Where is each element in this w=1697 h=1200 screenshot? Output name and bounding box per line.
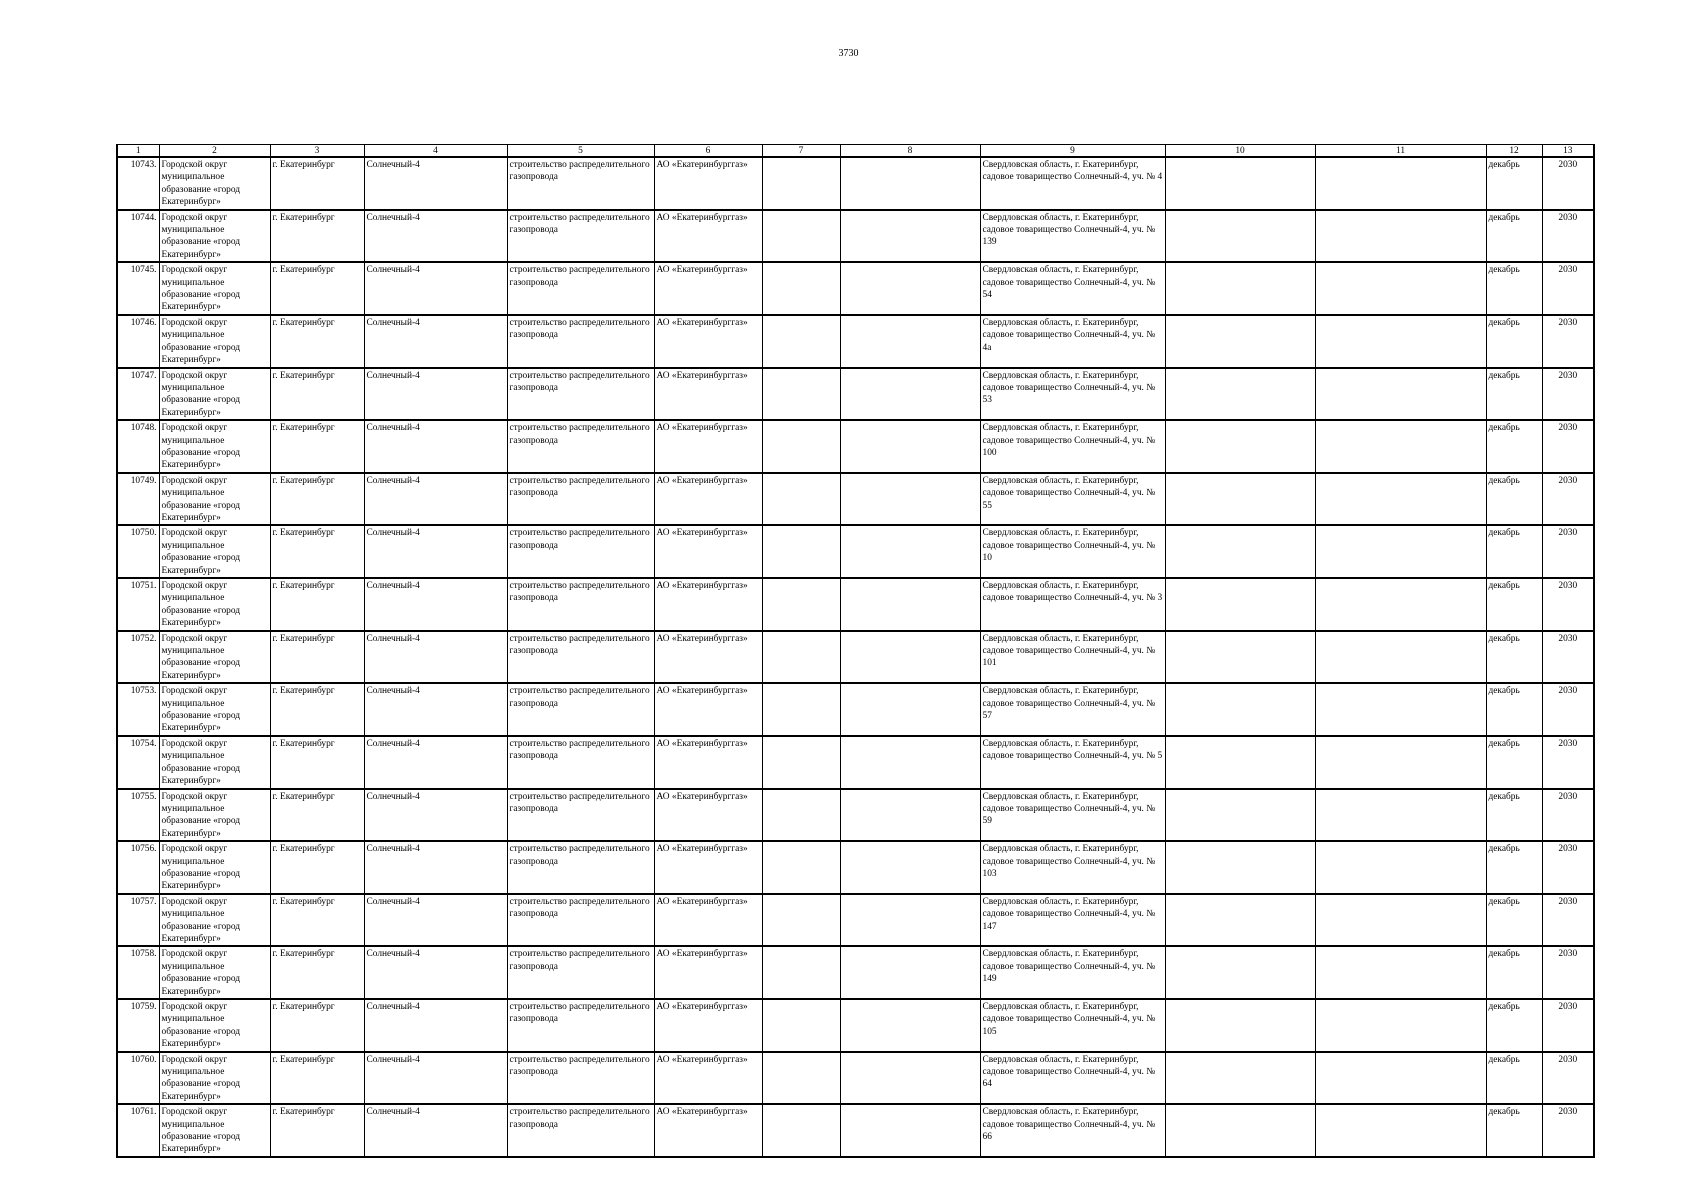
work-type-cell: строительство распределительного газопровода — [507, 157, 654, 210]
city-cell: г. Екатеринбург — [270, 157, 364, 210]
object-cell: Солнечный-4 — [364, 789, 507, 842]
column-header-1: 1 — [117, 145, 159, 158]
address-cell: Свердловская область, г. Екатеринбург, садовое товарищество Солнечный-4, уч. № 147 — [980, 894, 1165, 947]
work-type-cell: строительство распределительного газопровода — [507, 262, 654, 315]
city-cell: г. Екатеринбург — [270, 1052, 364, 1105]
column-8-cell — [840, 1052, 980, 1105]
year-cell: 2030 — [1542, 262, 1594, 315]
month-cell: декабрь — [1486, 262, 1542, 315]
organization-cell: АО «Екатеринбурггаз» — [654, 736, 762, 789]
year-cell: 2030 — [1542, 1052, 1594, 1105]
column-8-cell — [840, 157, 980, 210]
object-cell: Солнечный-4 — [364, 1104, 507, 1157]
column-header-6: 6 — [654, 145, 762, 158]
address-cell: Свердловская область, г. Екатеринбург, садовое товарищество Солнечный-4, уч. № 64 — [980, 1052, 1165, 1105]
city-cell: г. Екатеринбург — [270, 368, 364, 421]
year-cell: 2030 — [1542, 736, 1594, 789]
column-10-cell — [1165, 420, 1315, 473]
object-cell: Солнечный-4 — [364, 736, 507, 789]
year-cell: 2030 — [1542, 894, 1594, 947]
month-cell: декабрь — [1486, 631, 1542, 684]
district-cell: Городской округ муниципальное образование «город Екатеринбург» — [159, 1052, 270, 1105]
column-7-cell — [762, 473, 840, 526]
column-header-13: 13 — [1542, 145, 1594, 158]
row-number: 10747. — [117, 368, 159, 421]
city-cell: г. Екатеринбург — [270, 473, 364, 526]
table-row — [117, 157, 1594, 210]
object-cell: Солнечный-4 — [364, 999, 507, 1052]
object-cell: Солнечный-4 — [364, 946, 507, 999]
column-header-3: 3 — [270, 145, 364, 158]
month-cell: декабрь — [1486, 946, 1542, 999]
district-cell: Городской округ муниципальное образование «город Екатеринбург» — [159, 894, 270, 947]
column-7-cell — [762, 1052, 840, 1105]
month-cell: декабрь — [1486, 525, 1542, 578]
column-7-cell — [762, 841, 840, 894]
address-cell: Свердловская область, г. Екатеринбург, садовое товарищество Солнечный-4, уч. № 100 — [980, 420, 1165, 473]
organization-cell: АО «Екатеринбурггаз» — [654, 631, 762, 684]
row-number: 10761. — [117, 1104, 159, 1157]
city-cell: г. Екатеринбург — [270, 210, 364, 263]
column-10-cell — [1165, 999, 1315, 1052]
table-body — [117, 157, 1594, 1157]
address-cell: Свердловская область, г. Екатеринбург, садовое товарищество Солнечный-4, уч. № 101 — [980, 631, 1165, 684]
column-7-cell — [762, 736, 840, 789]
year-cell: 2030 — [1542, 999, 1594, 1052]
column-10-cell — [1165, 315, 1315, 368]
year-cell: 2030 — [1542, 1104, 1594, 1157]
work-type-cell: строительство распределительного газопровода — [507, 473, 654, 526]
column-8-cell — [840, 578, 980, 631]
column-11-cell — [1315, 525, 1486, 578]
column-8-cell — [840, 315, 980, 368]
column-8-cell — [840, 420, 980, 473]
address-cell: Свердловская область, г. Екатеринбург, садовое товарищество Солнечный-4, уч. № 66 — [980, 1104, 1165, 1157]
work-type-cell: строительство распределительного газопровода — [507, 1052, 654, 1105]
object-cell: Солнечный-4 — [364, 210, 507, 263]
city-cell: г. Екатеринбург — [270, 736, 364, 789]
table-row — [117, 262, 1594, 315]
column-header-11: 11 — [1315, 145, 1486, 158]
organization-cell: АО «Екатеринбурггаз» — [654, 157, 762, 210]
table-row — [117, 1052, 1594, 1105]
column-8-cell — [840, 210, 980, 263]
row-number: 10750. — [117, 525, 159, 578]
address-cell: Свердловская область, г. Екатеринбург, садовое товарищество Солнечный-4, уч. № 5 — [980, 736, 1165, 789]
city-cell: г. Екатеринбург — [270, 946, 364, 999]
column-11-cell — [1315, 683, 1486, 736]
column-10-cell — [1165, 210, 1315, 263]
table-row — [117, 736, 1594, 789]
table-row — [117, 420, 1594, 473]
column-10-cell — [1165, 262, 1315, 315]
column-8-cell — [840, 262, 980, 315]
object-cell: Солнечный-4 — [364, 631, 507, 684]
year-cell: 2030 — [1542, 420, 1594, 473]
year-cell: 2030 — [1542, 525, 1594, 578]
work-type-cell: строительство распределительного газопровода — [507, 315, 654, 368]
column-7-cell — [762, 683, 840, 736]
work-type-cell: строительство распределительного газопровода — [507, 525, 654, 578]
column-header-12: 12 — [1486, 145, 1542, 158]
column-7-cell — [762, 420, 840, 473]
column-8-cell — [840, 631, 980, 684]
page-number: 3730 — [838, 48, 859, 59]
district-cell: Городской округ муниципальное образование «город Екатеринбург» — [159, 210, 270, 263]
row-number: 10745. — [117, 262, 159, 315]
column-10-cell — [1165, 157, 1315, 210]
work-type-cell: строительство распределительного газопровода — [507, 894, 654, 947]
organization-cell: АО «Екатеринбурггаз» — [654, 841, 762, 894]
table-row — [117, 683, 1594, 736]
column-10-cell — [1165, 736, 1315, 789]
column-10-cell — [1165, 1052, 1315, 1105]
month-cell: декабрь — [1486, 578, 1542, 631]
work-type-cell: строительство распределительного газопровода — [507, 578, 654, 631]
year-cell: 2030 — [1542, 473, 1594, 526]
table-row — [117, 841, 1594, 894]
table-row — [117, 315, 1594, 368]
organization-cell: АО «Екатеринбурггаз» — [654, 789, 762, 842]
row-number: 10752. — [117, 631, 159, 684]
object-cell: Солнечный-4 — [364, 1052, 507, 1105]
work-type-cell: строительство распределительного газопровода — [507, 1104, 654, 1157]
row-number: 10746. — [117, 315, 159, 368]
month-cell: декабрь — [1486, 315, 1542, 368]
month-cell: декабрь — [1486, 1104, 1542, 1157]
table-row — [117, 368, 1594, 421]
object-cell: Солнечный-4 — [364, 262, 507, 315]
table-row — [117, 946, 1594, 999]
city-cell: г. Екатеринбург — [270, 999, 364, 1052]
organization-cell: АО «Екатеринбурггаз» — [654, 946, 762, 999]
object-cell: Солнечный-4 — [364, 368, 507, 421]
work-type-cell: строительство распределительного газопровода — [507, 736, 654, 789]
year-cell: 2030 — [1542, 683, 1594, 736]
column-7-cell — [762, 1104, 840, 1157]
column-10-cell — [1165, 1104, 1315, 1157]
year-cell: 2030 — [1542, 368, 1594, 421]
address-cell: Свердловская область, г. Екатеринбург, садовое товарищество Солнечный-4, уч. № 54 — [980, 262, 1165, 315]
column-7-cell — [762, 368, 840, 421]
organization-cell: АО «Екатеринбурггаз» — [654, 315, 762, 368]
organization-cell: АО «Екатеринбурггаз» — [654, 525, 762, 578]
column-number-header-row — [117, 145, 1594, 158]
work-type-cell: строительство распределительного газопровода — [507, 631, 654, 684]
organization-cell: АО «Екатеринбурггаз» — [654, 1104, 762, 1157]
row-number: 10755. — [117, 789, 159, 842]
district-cell: Городской округ муниципальное образование «город Екатеринбург» — [159, 578, 270, 631]
work-type-cell: строительство распределительного газопровода — [507, 368, 654, 421]
column-8-cell — [840, 368, 980, 421]
column-header-7: 7 — [762, 145, 840, 158]
row-number: 10754. — [117, 736, 159, 789]
district-cell: Городской округ муниципальное образование «город Екатеринбург» — [159, 631, 270, 684]
work-type-cell: строительство распределительного газопровода — [507, 841, 654, 894]
organization-cell: АО «Екатеринбурггаз» — [654, 683, 762, 736]
column-header-2: 2 — [159, 145, 270, 158]
district-cell: Городской округ муниципальное образование «город Екатеринбург» — [159, 683, 270, 736]
city-cell: г. Екатеринбург — [270, 841, 364, 894]
address-cell: Свердловская область, г. Екатеринбург, садовое товарищество Солнечный-4, уч. № 149 — [980, 946, 1165, 999]
column-11-cell — [1315, 473, 1486, 526]
month-cell: декабрь — [1486, 368, 1542, 421]
year-cell: 2030 — [1542, 631, 1594, 684]
column-11-cell — [1315, 210, 1486, 263]
month-cell: декабрь — [1486, 894, 1542, 947]
column-10-cell — [1165, 946, 1315, 999]
address-cell: Свердловская область, г. Екатеринбург, садовое товарищество Солнечный-4, уч. № 59 — [980, 789, 1165, 842]
year-cell: 2030 — [1542, 210, 1594, 263]
column-8-cell — [840, 473, 980, 526]
row-number: 10751. — [117, 578, 159, 631]
work-type-cell: строительство распределительного газопровода — [507, 789, 654, 842]
object-cell: Солнечный-4 — [364, 841, 507, 894]
organization-cell: АО «Екатеринбурггаз» — [654, 578, 762, 631]
city-cell: г. Екатеринбург — [270, 683, 364, 736]
city-cell: г. Екатеринбург — [270, 578, 364, 631]
column-11-cell — [1315, 420, 1486, 473]
column-8-cell — [840, 894, 980, 947]
column-7-cell — [762, 315, 840, 368]
row-number: 10744. — [117, 210, 159, 263]
column-11-cell — [1315, 841, 1486, 894]
month-cell: декабрь — [1486, 999, 1542, 1052]
table-row — [117, 631, 1594, 684]
column-10-cell — [1165, 525, 1315, 578]
column-10-cell — [1165, 368, 1315, 421]
row-number: 10748. — [117, 420, 159, 473]
row-number: 10749. — [117, 473, 159, 526]
object-cell: Солнечный-4 — [364, 473, 507, 526]
column-7-cell — [762, 894, 840, 947]
column-11-cell — [1315, 736, 1486, 789]
column-11-cell — [1315, 946, 1486, 999]
object-cell: Солнечный-4 — [364, 315, 507, 368]
city-cell: г. Екатеринбург — [270, 525, 364, 578]
month-cell: декабрь — [1486, 736, 1542, 789]
month-cell: декабрь — [1486, 473, 1542, 526]
district-cell: Городской округ муниципальное образование «город Екатеринбург» — [159, 368, 270, 421]
table-row — [117, 999, 1594, 1052]
city-cell: г. Екатеринбург — [270, 420, 364, 473]
row-number: 10743. — [117, 157, 159, 210]
column-11-cell — [1315, 1104, 1486, 1157]
district-cell: Городской округ муниципальное образование «город Екатеринбург» — [159, 999, 270, 1052]
column-11-cell — [1315, 999, 1486, 1052]
column-11-cell — [1315, 315, 1486, 368]
district-cell: Городской округ муниципальное образование «город Екатеринбург» — [159, 473, 270, 526]
column-11-cell — [1315, 262, 1486, 315]
column-11-cell — [1315, 894, 1486, 947]
city-cell: г. Екатеринбург — [270, 262, 364, 315]
month-cell: декабрь — [1486, 841, 1542, 894]
column-8-cell — [840, 789, 980, 842]
address-cell: Свердловская область, г. Екатеринбург, садовое товарищество Солнечный-4, уч. № 57 — [980, 683, 1165, 736]
city-cell: г. Екатеринбург — [270, 315, 364, 368]
year-cell: 2030 — [1542, 157, 1594, 210]
district-cell: Городской округ муниципальное образование «город Екатеринбург» — [159, 789, 270, 842]
organization-cell: АО «Екатеринбурггаз» — [654, 473, 762, 526]
year-cell: 2030 — [1542, 946, 1594, 999]
organization-cell: АО «Екатеринбурггаз» — [654, 368, 762, 421]
column-8-cell — [840, 736, 980, 789]
object-cell: Солнечный-4 — [364, 157, 507, 210]
district-cell: Городской округ муниципальное образование «город Екатеринбург» — [159, 1104, 270, 1157]
organization-cell: АО «Екатеринбурггаз» — [654, 894, 762, 947]
row-number: 10757. — [117, 894, 159, 947]
column-10-cell — [1165, 631, 1315, 684]
table-row — [117, 789, 1594, 842]
work-type-cell: строительство распределительного газопровода — [507, 210, 654, 263]
column-10-cell — [1165, 473, 1315, 526]
column-10-cell — [1165, 578, 1315, 631]
city-cell: г. Екатеринбург — [270, 1104, 364, 1157]
address-cell: Свердловская область, г. Екатеринбург, садовое товарищество Солнечный-4, уч. № 105 — [980, 999, 1165, 1052]
column-header-4: 4 — [364, 145, 507, 158]
column-7-cell — [762, 999, 840, 1052]
column-header-10: 10 — [1165, 145, 1315, 158]
column-7-cell — [762, 262, 840, 315]
district-cell: Городской округ муниципальное образование «город Екатеринбург» — [159, 841, 270, 894]
address-cell: Свердловская область, г. Екатеринбург, садовое товарищество Солнечный-4, уч. № 103 — [980, 841, 1165, 894]
address-cell: Свердловская область, г. Екатеринбург, садовое товарищество Солнечный-4, уч. № 10 — [980, 525, 1165, 578]
organization-cell: АО «Екатеринбурггаз» — [654, 210, 762, 263]
column-11-cell — [1315, 631, 1486, 684]
district-cell: Городской округ муниципальное образование «город Екатеринбург» — [159, 157, 270, 210]
column-7-cell — [762, 578, 840, 631]
column-10-cell — [1165, 683, 1315, 736]
address-cell: Свердловская область, г. Екатеринбург, садовое товарищество Солнечный-4, уч. № 53 — [980, 368, 1165, 421]
district-cell: Городской округ муниципальное образование «город Екатеринбург» — [159, 525, 270, 578]
column-7-cell — [762, 946, 840, 999]
column-7-cell — [762, 789, 840, 842]
city-cell: г. Екатеринбург — [270, 631, 364, 684]
column-8-cell — [840, 946, 980, 999]
column-11-cell — [1315, 578, 1486, 631]
month-cell: декабрь — [1486, 157, 1542, 210]
address-cell: Свердловская область, г. Екатеринбург, садовое товарищество Солнечный-4, уч. № 4 — [980, 157, 1165, 210]
work-type-cell: строительство распределительного газопровода — [507, 999, 654, 1052]
column-header-5: 5 — [507, 145, 654, 158]
district-cell: Городской округ муниципальное образование «город Екатеринбург» — [159, 946, 270, 999]
object-cell: Солнечный-4 — [364, 420, 507, 473]
table-row — [117, 525, 1594, 578]
column-8-cell — [840, 525, 980, 578]
year-cell: 2030 — [1542, 315, 1594, 368]
address-cell: Свердловская область, г. Екатеринбург, садовое товарищество Солнечный-4, уч. № 139 — [980, 210, 1165, 263]
month-cell: декабрь — [1486, 789, 1542, 842]
column-7-cell — [762, 631, 840, 684]
column-7-cell — [762, 525, 840, 578]
organization-cell: АО «Екатеринбурггаз» — [654, 420, 762, 473]
address-cell: Свердловская область, г. Екатеринбург, садовое товарищество Солнечный-4, уч. № 4а — [980, 315, 1165, 368]
district-cell: Городской округ муниципальное образование «город Екатеринбург» — [159, 262, 270, 315]
organization-cell: АО «Екатеринбурггаз» — [654, 999, 762, 1052]
city-cell: г. Екатеринбург — [270, 789, 364, 842]
year-cell: 2030 — [1542, 578, 1594, 631]
district-cell: Городской округ муниципальное образование «город Екатеринбург» — [159, 315, 270, 368]
work-type-cell: строительство распределительного газопровода — [507, 420, 654, 473]
table-row — [117, 473, 1594, 526]
column-11-cell — [1315, 368, 1486, 421]
year-cell: 2030 — [1542, 789, 1594, 842]
row-number: 10753. — [117, 683, 159, 736]
table-row — [117, 578, 1594, 631]
column-8-cell — [840, 999, 980, 1052]
district-cell: Городской округ муниципальное образование «город Екатеринбург» — [159, 736, 270, 789]
month-cell: декабрь — [1486, 1052, 1542, 1105]
table-row — [117, 210, 1594, 263]
table-row — [117, 894, 1594, 947]
table-row — [117, 1104, 1594, 1157]
city-cell: г. Екатеринбург — [270, 894, 364, 947]
object-cell: Солнечный-4 — [364, 525, 507, 578]
column-7-cell — [762, 210, 840, 263]
organization-cell: АО «Екатеринбурггаз» — [654, 1052, 762, 1105]
month-cell: декабрь — [1486, 683, 1542, 736]
district-cell: Городской округ муниципальное образование «город Екатеринбург» — [159, 420, 270, 473]
column-8-cell — [840, 841, 980, 894]
object-cell: Солнечный-4 — [364, 894, 507, 947]
column-10-cell — [1165, 894, 1315, 947]
year-cell: 2030 — [1542, 841, 1594, 894]
row-number: 10760. — [117, 1052, 159, 1105]
row-number: 10759. — [117, 999, 159, 1052]
address-cell: Свердловская область, г. Екатеринбург, садовое товарищество Солнечный-4, уч. № 55 — [980, 473, 1165, 526]
object-cell: Солнечный-4 — [364, 578, 507, 631]
column-11-cell — [1315, 789, 1486, 842]
column-8-cell — [840, 683, 980, 736]
organization-cell: АО «Екатеринбурггаз» — [654, 262, 762, 315]
column-7-cell — [762, 157, 840, 210]
column-8-cell — [840, 1104, 980, 1157]
month-cell: декабрь — [1486, 210, 1542, 263]
work-type-cell: строительство распределительного газопровода — [507, 946, 654, 999]
row-number: 10758. — [117, 946, 159, 999]
month-cell: декабрь — [1486, 420, 1542, 473]
column-10-cell — [1165, 789, 1315, 842]
object-cell: Солнечный-4 — [364, 683, 507, 736]
column-11-cell — [1315, 157, 1486, 210]
column-11-cell — [1315, 1052, 1486, 1105]
column-header-9: 9 — [980, 145, 1165, 158]
column-header-8: 8 — [840, 145, 980, 158]
row-number: 10756. — [117, 841, 159, 894]
work-type-cell: строительство распределительного газопровода — [507, 683, 654, 736]
gasification-register-table — [116, 144, 1595, 1158]
address-cell: Свердловская область, г. Екатеринбург, садовое товарищество Солнечный-4, уч. № 3 — [980, 578, 1165, 631]
column-10-cell — [1165, 841, 1315, 894]
